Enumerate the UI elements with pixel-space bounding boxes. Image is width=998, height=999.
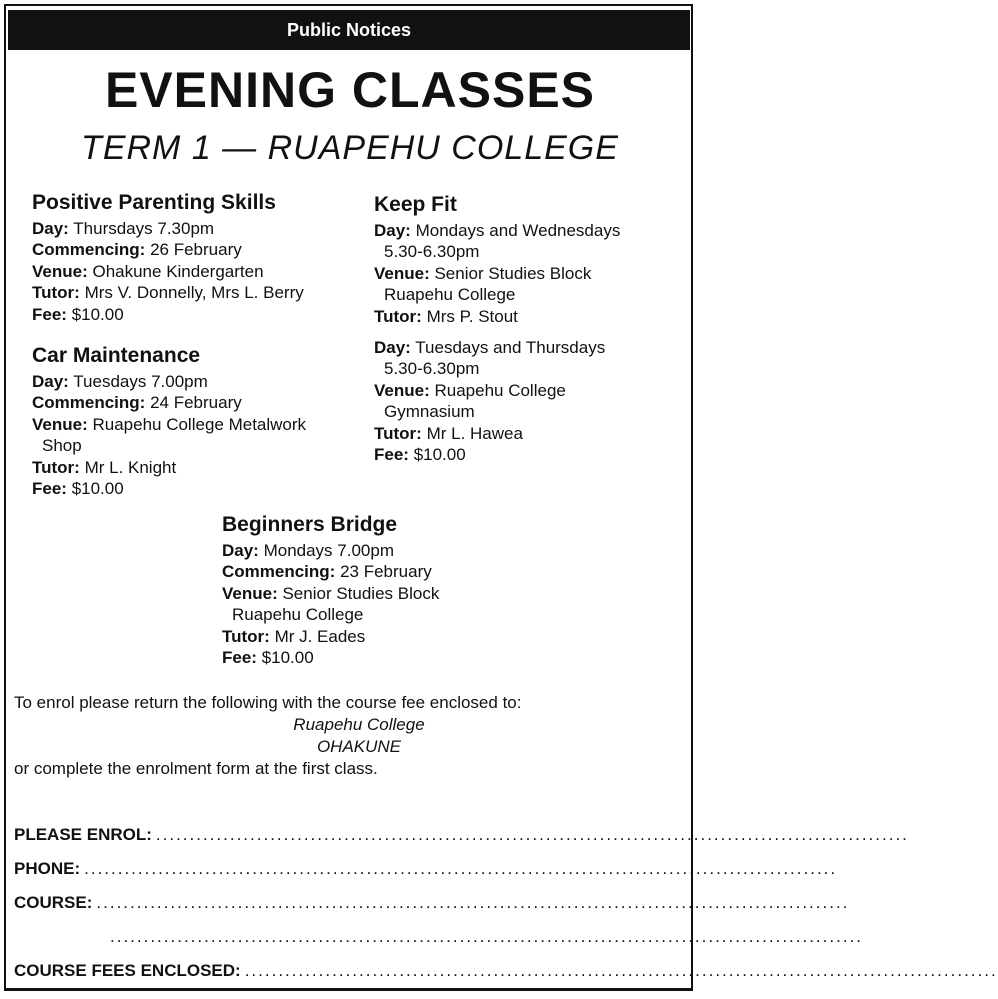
course-fee: Fee: $10.00 bbox=[32, 479, 124, 499]
course-commencing: Commencing: 26 February bbox=[32, 240, 242, 260]
enrol-alternative: or complete the enrolment form at the first class. bbox=[14, 759, 378, 778]
course-venue-2-cont: Gymnasium bbox=[384, 402, 475, 422]
course-day: Day: Thursdays 7.30pm bbox=[32, 219, 215, 238]
course-keep-fit bbox=[374, 192, 684, 465]
form-label-course: COURSE: bbox=[14, 893, 93, 912]
course-fee: Fee: $10.00 bbox=[222, 648, 314, 668]
form-label-fees: COURSE FEES ENCLOSED: bbox=[14, 961, 241, 980]
bottom-rule bbox=[4, 989, 693, 991]
course-venue: Venue: Senior Studies Block bbox=[374, 263, 592, 283]
enrol-address-line1: Ruapehu College bbox=[293, 715, 425, 734]
course-tutor-2: Tutor: Mr L. Hawea bbox=[374, 423, 523, 443]
section-title: Public Notices bbox=[286, 19, 412, 40]
section-header bbox=[8, 10, 690, 50]
course-fee: Fee: $10.00 bbox=[32, 304, 124, 324]
course-day-2-cont: 5.30-6.30pm bbox=[384, 359, 480, 379]
form-label-please-enrol: PLEASE ENROL: bbox=[14, 825, 152, 844]
course-venue-cont: Shop bbox=[42, 436, 82, 456]
course-tutor: Tutor: Mrs V. Donnelly, Mrs L. Berry bbox=[32, 283, 304, 303]
form-field-fees[interactable]: ................................................................................................................ bbox=[244, 961, 998, 980]
course-commencing: Commencing: 24 February bbox=[32, 393, 242, 413]
course-venue: Venue: Senior Studies Block bbox=[222, 583, 440, 603]
form-field-phone[interactable]: ................................................................................................................ bbox=[84, 859, 838, 878]
course-day-cont: 5.30-6.30pm bbox=[384, 242, 480, 262]
course-venue: Venue: Ohakune Kindergarten bbox=[32, 261, 264, 281]
course-title: Beginners Bridge bbox=[222, 513, 398, 536]
course-day: Day: Mondays 7.00pm bbox=[222, 541, 394, 560]
form-field-course[interactable]: ................................................................................................................ bbox=[96, 893, 850, 912]
course-title: Positive Parenting Skills bbox=[32, 191, 276, 214]
course-venue-cont: Ruapehu College bbox=[384, 285, 516, 305]
form-row-course-cont bbox=[14, 920, 863, 954]
course-tutor: Tutor: Mrs P. Stout bbox=[374, 306, 518, 326]
enrol-instructions bbox=[14, 692, 684, 780]
course-parenting bbox=[32, 190, 362, 325]
course-day: Day: Tuesdays 7.00pm bbox=[32, 372, 208, 391]
course-tutor: Tutor: Mr L. Knight bbox=[32, 457, 177, 477]
course-day: Day: Mondays and Wednesdays bbox=[374, 221, 621, 240]
enrol-intro: To enrol please return the following with the course fee enclosed to: bbox=[14, 693, 522, 712]
page-subtitle: TERM 1 — RUAPEHU COLLEGE bbox=[81, 129, 619, 167]
enrolment-form bbox=[14, 818, 998, 988]
form-field-please-enrol[interactable]: ................................................................................................................ bbox=[155, 825, 909, 844]
enrol-address-line2: OHAKUNE bbox=[316, 737, 402, 756]
course-venue-2: Venue: Ruapehu College bbox=[374, 380, 566, 400]
form-row-phone bbox=[14, 852, 838, 886]
form-row-course bbox=[14, 886, 850, 920]
course-tutor: Tutor: Mr J. Eades bbox=[222, 626, 366, 646]
course-venue-cont: Ruapehu College bbox=[232, 605, 364, 625]
course-day-2: Day: Tuesdays and Thursdays bbox=[374, 338, 606, 358]
course-fee: Fee: $10.00 bbox=[374, 445, 466, 465]
page-title: EVENING CLASSES bbox=[104, 62, 596, 118]
course-title: Keep Fit bbox=[374, 193, 457, 216]
form-label-phone: PHONE: bbox=[14, 859, 81, 878]
course-beginners-bridge bbox=[222, 512, 522, 668]
form-row-fees bbox=[14, 954, 998, 988]
course-car-maintenance bbox=[32, 343, 362, 499]
form-field-course-cont[interactable]: ................................................................................................................ bbox=[110, 927, 863, 946]
course-title: Car Maintenance bbox=[32, 344, 201, 367]
course-venue: Venue: Ruapehu College Metalwork bbox=[32, 414, 307, 434]
form-row-please-enrol bbox=[14, 818, 909, 852]
course-commencing: Commencing: 23 February bbox=[222, 562, 432, 582]
